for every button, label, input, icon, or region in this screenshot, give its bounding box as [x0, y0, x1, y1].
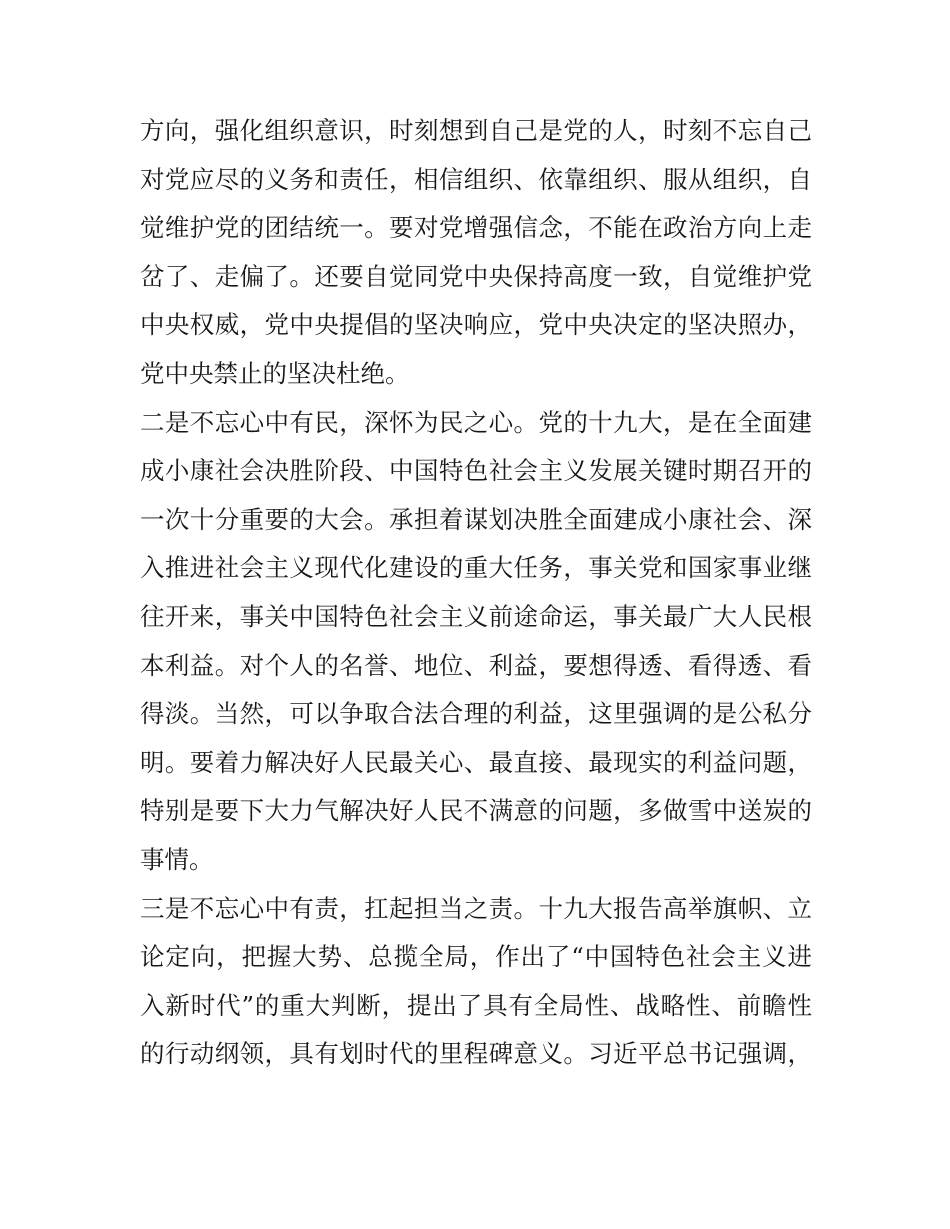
text-line: 方向，强化组织意识，时刻想到自己是党的人，时刻不忘自己	[140, 116, 812, 145]
text-line: 本利益。对个人的名誉、地位、利益，要想得透、看得透、看	[140, 650, 812, 680]
text-line: 三是不忘心中有责，扛起担当之责。十九大报告高举旗帜、立	[140, 893, 812, 923]
text-line: 入推进社会主义现代化建设的重大任务，事关党和国家事业继	[140, 553, 812, 583]
text-line: 明。要着力解决好人民最关心、最直接、最现实的利益问题，	[140, 747, 812, 777]
text-line: 岔了、走偏了。还要自觉同党中央保持高度一致，自觉维护党	[140, 261, 812, 291]
body-text	[140, 107, 812, 1079]
text-line: 往开来，事关中国特色社会主义前途命运，事关最广大人民根	[140, 601, 812, 631]
text-line: 论定向，把握大势、总揽全局，作出了“中国特色社会主义进	[140, 942, 812, 972]
text-line: 入新时代”的重大判断，提出了具有全局性、战略性、前瞻性	[140, 990, 812, 1020]
text-line: 事情。	[140, 844, 214, 874]
text-line: 中央权威，党中央提倡的坚决响应，党中央决定的坚决照办，	[140, 310, 812, 340]
text-line: 二是不忘心中有民，深怀为民之心。党的十九大，是在全面建	[140, 407, 812, 437]
text-line: 党中央禁止的坚决杜绝。	[140, 358, 410, 388]
text-line: 一次十分重要的大会。承担着谋划决胜全面建成小康社会、深	[140, 504, 812, 534]
text-line: 得淡。当然，可以争取合法合理的利益，这里强调的是公私分	[140, 699, 812, 729]
text-line: 对党应尽的义务和责任，相信组织、依靠组织、服从组织，自	[140, 164, 812, 194]
text-line: 特别是要下大力气解决好人民不满意的问题，多做雪中送炭的	[140, 796, 812, 826]
text-line: 的行动纲领，具有划时代的里程碑意义。习近平总书记强调，	[140, 1039, 812, 1069]
text-line: 成小康社会决胜阶段、中国特色社会主义发展关键时期召开的	[140, 456, 812, 486]
text-line: 觉维护党的团结统一。要对党增强信念，不能在政治方向上走	[140, 213, 812, 243]
